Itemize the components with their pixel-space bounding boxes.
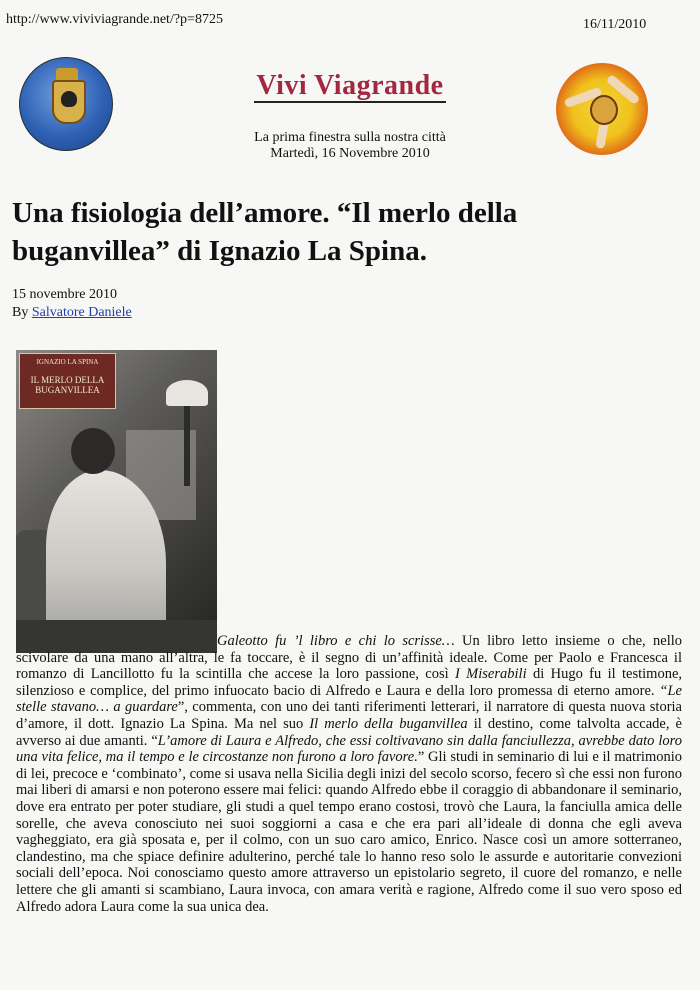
post-byline	[12, 305, 132, 321]
article-quote-galeotto: Galeotto fu ’l libro e chi lo scrisse…	[217, 633, 455, 649]
article-body	[16, 633, 682, 915]
medusa-face-icon	[590, 95, 618, 125]
site-date: Martedì, 16 Novembre 2010	[270, 146, 430, 161]
trinacria-logo[interactable]	[556, 63, 648, 155]
article-paragraph: Galeotto fu ’l libro e chi lo scrisse… Un libro letto insieme o che, nello scivolare da una mano all’altra, le fa toccare, è il segno di un’affinità ideale. Come per Paolo e Francesca il romanzo di Lancillotto fu la scintilla che accese la loro passione, così I Miserabili di Hugo fu il testimone, silenzioso e complice, del primo infuocato bacio di Alfredo e Laura e della loro promessa di eterno amore. “Le stelle stavano… a guardare”, commenta, con uno dei tanti riferimenti letterari, il narratore di questa nuova storia d’amore, il dott. Ignazio La Spina. Ma nel suo Il merlo della buganvillea il destino, come talvolta accade, è avverso ai due amanti. “L’amore di Laura e Alfredo, che essi coltivavano sin dalla fanciullezza, avrebbe dato loro una vita felice, ma il tempo e le circostanze non furono a loro favore.” Gli studi in seminario di lui e il matrimonio di lei, precoce e ‘combinato’, come si usava nella Sicilia degli inizi del secolo scorso, fecero sì che essi non furono mai liberi di amarsi e non poterono essere mai felici: quando Alfredo ebbe il coraggio di abbandonare il seminario, dove era entrato per poter studiare, gli studi a quel tempo erano costosi, trovò che Laura, la fanciulla amica delle sorelle, che aveva conosciuto nei suoi soggiorni a casa e che era pari all’ideale di donna che egli aveva vagheggiato, era già sposata e, per il colmo, con un suo caro amico, Enrico. Nasce così un amore sotterraneo, clandestino, ma che spiace definire adulterino, perché tale lo hanno reso solo le assurde e autoritarie convezioni sociali dell’epoca. Noi conosciamo questo amore attraverso un epistolario segreto, il cuore del romanzo, e nelle lettere che gli amanti si scambiano, Laura invoca, con amara verità e ragione, Alfredo come il suo vero sposo ed Alfredo adora Laura come la sua unica dea.	[16, 633, 683, 915]
lamp-icon	[166, 380, 208, 406]
post-headline: Una fisiologia dell’amore. “Il merlo della buganvillea” di Ignazio La Spina.	[12, 197, 518, 267]
book-cover-label	[19, 353, 116, 409]
book-cover-author: IGNAZIO LA SPINA	[36, 358, 99, 366]
book-cover-image	[16, 350, 217, 653]
post-date: 15 novembre 2010	[12, 287, 117, 302]
author-link[interactable]: Salvatore Daniele	[31, 305, 132, 320]
tagline-text: La prima finestra sulla nostra città	[254, 130, 446, 145]
book-cover-title: IL MERLO DELLA BUGANVILLEA	[30, 375, 105, 395]
byline-prefix: By	[12, 305, 29, 320]
print-date: 16/11/2010	[583, 17, 647, 32]
page-url: http://www.viviviagrande.net/?p=8725	[6, 12, 223, 27]
site-title[interactable]: Vivi Viagrande	[256, 70, 444, 101]
